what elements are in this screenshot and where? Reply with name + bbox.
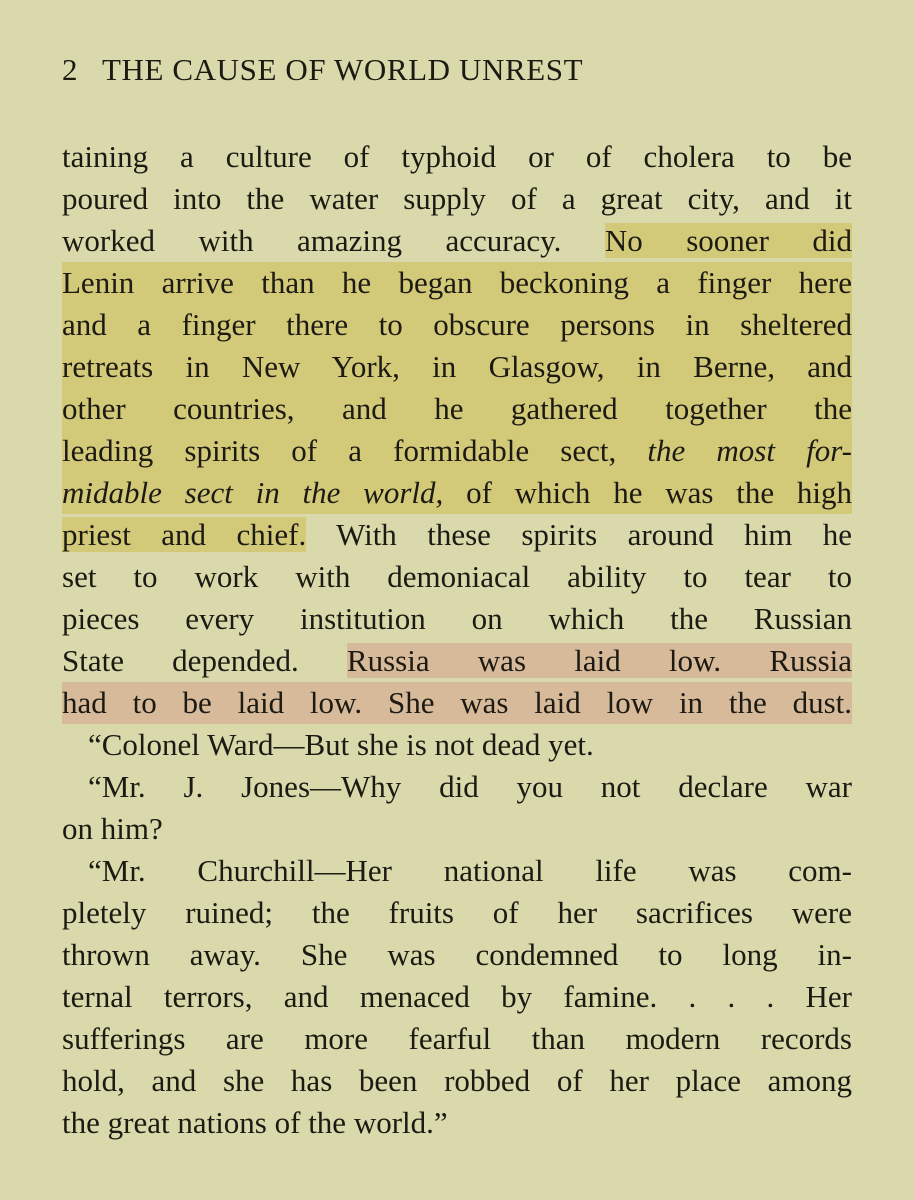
highlighted-line xyxy=(62,388,852,430)
text-line xyxy=(62,1060,852,1102)
line-text: taining a culture of typhoid or of cholera to be xyxy=(62,139,852,174)
line-text: of which he was the high xyxy=(466,475,852,510)
line-text: With these spirits around him he xyxy=(336,517,852,552)
line-text: other countries, and he gathered together the xyxy=(62,391,852,426)
line-text: pieces every institution on which the Russian xyxy=(62,601,852,636)
text-line xyxy=(62,136,852,178)
text-line xyxy=(62,1102,852,1144)
line-text: sufferings are more fearful than modern records xyxy=(62,1021,852,1056)
line-text: ternal terrors, and menaced by famine. . . . Her xyxy=(62,979,852,1014)
dialogue-line xyxy=(88,766,852,808)
line-text: “Mr. J. Jones—Why did you not declare war xyxy=(88,769,852,804)
line-text: thrown away. She was condemned to long in- xyxy=(62,937,852,972)
highlighted-line xyxy=(62,472,852,514)
line-text: leading spirits of a formidable sect, xyxy=(62,433,617,468)
text-line xyxy=(62,1018,852,1060)
highlighted-text: No sooner did xyxy=(604,223,852,258)
text-line xyxy=(62,892,852,934)
line-text: and a finger there to obscure persons in sheltered xyxy=(62,307,852,342)
highlighted-line xyxy=(62,262,852,304)
italic-text: midable sect in the world, xyxy=(62,475,444,510)
text-line xyxy=(62,934,852,976)
line-text: “Mr. Churchill—Her national life was com- xyxy=(88,853,852,888)
italic-text: the most for- xyxy=(647,433,852,468)
running-header xyxy=(62,52,852,88)
line-text: poured into the water supply of a great city, and it xyxy=(62,181,852,216)
text-line xyxy=(62,808,852,850)
line-text: retreats in New York, in Glasgow, in Berne, and xyxy=(62,349,852,384)
line-text: pletely ruined; the fruits of her sacrifices were xyxy=(62,895,852,930)
highlighted-line xyxy=(62,430,852,472)
highlighted-line xyxy=(62,346,852,388)
text-line xyxy=(62,220,852,262)
highlighted-text: Russia was laid low. Russia xyxy=(346,643,852,678)
dialogue-line xyxy=(88,724,852,766)
highlighted-text: priest and chief. xyxy=(62,517,307,552)
text-line xyxy=(62,556,852,598)
text-line xyxy=(62,976,852,1018)
line-text: the great nations of the world.” xyxy=(62,1105,448,1140)
highlighted-line xyxy=(62,304,852,346)
line-text: Lenin arrive than he began beckoning a finger here xyxy=(62,265,852,300)
text-line xyxy=(62,178,852,220)
text-line xyxy=(62,514,852,556)
text-line xyxy=(62,640,852,682)
dialogue-line xyxy=(88,850,852,892)
line-text: “Colonel Ward—But she is not dead yet. xyxy=(88,727,594,762)
line-text: State depended. xyxy=(62,643,299,678)
highlighted-line xyxy=(62,682,852,724)
line-text: had to be laid low. She was laid low in the dust. xyxy=(62,685,852,720)
page-number: 2 xyxy=(62,52,79,87)
line-text: worked with amazing accuracy. xyxy=(62,223,562,258)
line-text: hold, and she has been robbed of her place among xyxy=(62,1063,852,1098)
running-title: THE CAUSE OF WORLD UNREST xyxy=(102,52,584,87)
line-text: set to work with demoniacal ability to tear to xyxy=(62,559,852,594)
text-line xyxy=(62,598,852,640)
line-text: on him? xyxy=(62,811,163,846)
